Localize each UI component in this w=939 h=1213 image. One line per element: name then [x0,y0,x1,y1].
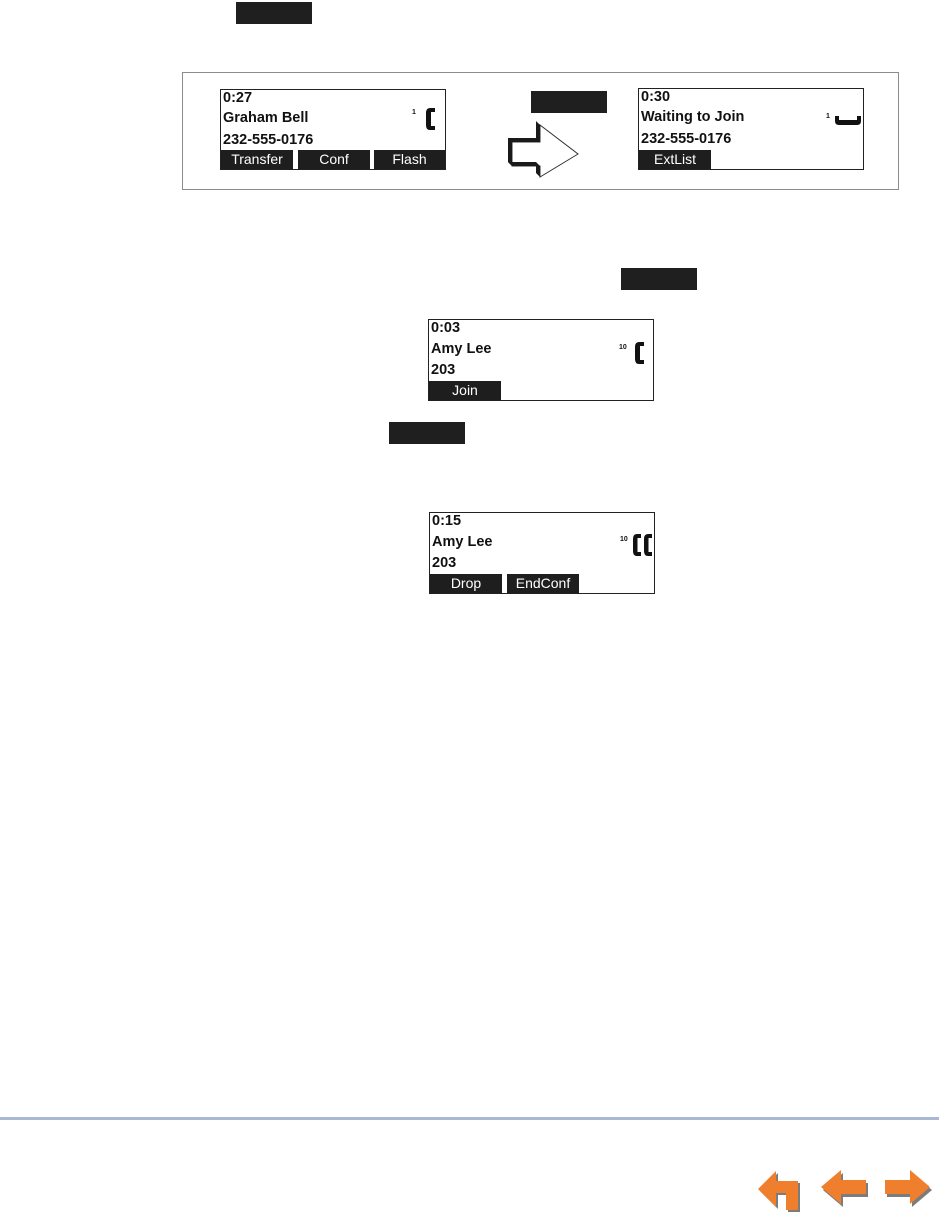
next-page-arrow-icon[interactable] [880,1166,936,1212]
lcd-screen-after [638,88,864,170]
lcd-status: Waiting to Join [641,109,745,125]
key-glyph-conf [389,422,465,444]
lcd-screen-before [220,89,446,170]
softkey-row [639,150,863,169]
conference-handsets-icon [632,532,654,558]
previous-page-arrow-icon[interactable] [818,1166,872,1212]
line-number-label: 10 [619,344,627,351]
lcd-screen-conference [429,512,655,594]
key-glyph-top [236,2,312,24]
handset-offhook-icon [634,340,646,366]
softkey-transfer[interactable]: Transfer [221,150,293,169]
lcd-timer: 0:03 [431,320,461,336]
key-glyph-line-button [621,268,697,290]
lcd-caller-number: 232-555-0176 [223,132,314,148]
lcd-caller-name: Amy Lee [431,341,492,357]
softkey-endconf[interactable]: EndConf [507,574,579,593]
softkey-conf[interactable]: Conf [298,150,370,169]
lcd-timer: 0:15 [432,513,462,529]
lcd-caller-number: 203 [432,555,457,571]
softkey-row [429,381,653,400]
softkey-extlist[interactable]: ExtList [639,150,711,169]
lcd-caller-number: 232-555-0176 [641,131,732,147]
line-number-label: 1 [826,113,830,120]
handset-offhook-icon [425,106,437,132]
lcd-caller-name: Graham Bell [223,110,309,126]
line-number-label: 10 [620,536,628,543]
softkey-drop[interactable]: Drop [430,574,502,593]
key-glyph-figure [531,91,607,113]
footer-rule [0,1117,939,1120]
softkey-join[interactable]: Join [429,381,501,400]
lcd-caller-number: 203 [431,362,456,378]
lcd-timer: 0:30 [641,89,671,105]
handset-onhook-icon [834,115,862,127]
softkey-row [221,150,445,169]
lcd-screen-join [428,319,654,401]
lcd-caller-name: Amy Lee [432,534,493,550]
line-number-label: 1 [412,109,416,116]
return-arrow-icon[interactable] [754,1166,810,1212]
lcd-timer: 0:27 [223,90,253,106]
softkey-row [430,574,654,593]
transition-arrow-icon [506,121,582,179]
softkey-flash[interactable]: Flash [374,150,445,169]
